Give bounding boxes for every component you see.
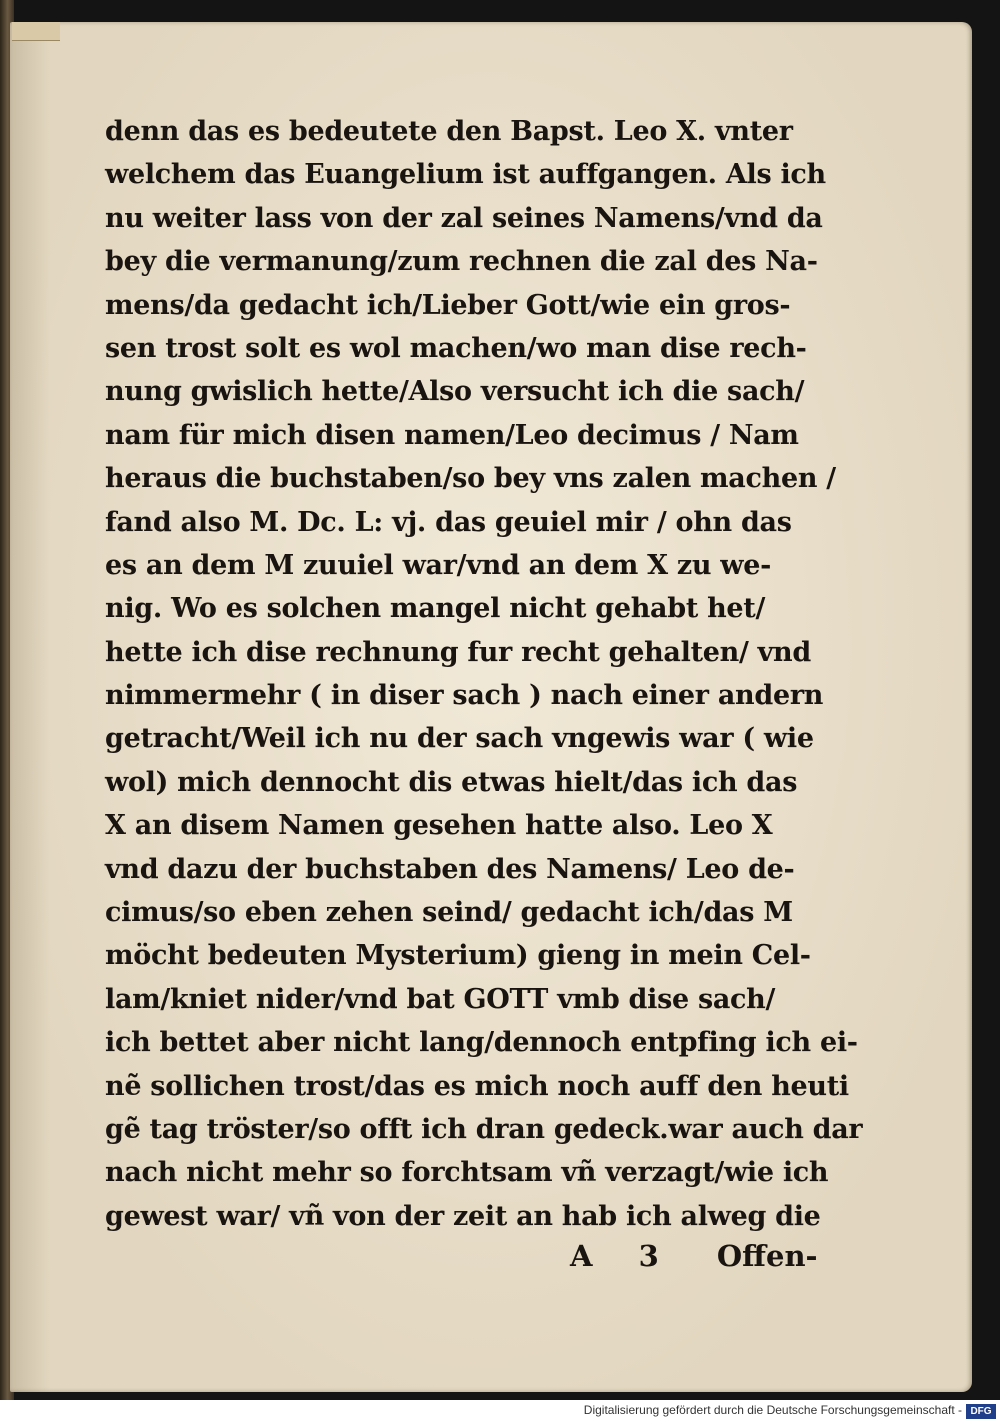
text-line: nimmermehr ( in diser sach ) nach einer andern <box>105 680 824 712</box>
text-line: lam/kniet nider/vnd bat GOTT vmb dise sach/ <box>105 983 776 1015</box>
page-text-block <box>105 110 875 1238</box>
funding-credit: Digitalisierung gefördert durch die Deutsche Forschungsgemeinschaft - <box>583 1403 962 1417</box>
text-line: nu weiter lass von der zal seines Namens/vnd da <box>105 202 823 234</box>
text-line: sen trost solt es wol machen/wo man dise rech- <box>105 332 807 364</box>
text-line: es an dem M zuuiel war/vnd an dem X zu we- <box>105 549 772 581</box>
footer <box>0 1400 1000 1425</box>
text-line: nig. Wo es solchen mangel nicht gehabt het/ <box>105 593 766 625</box>
catchword: Offen- <box>716 1239 818 1273</box>
text-line: gẽ tag tröster/so offt ich dran gedeck.war auch dar <box>105 1113 863 1145</box>
text-line: nach nicht mehr so forchtsam vñ verzagt/wie ich <box>105 1157 829 1189</box>
text-line: heraus die buchstaben/so bey vns zalen machen / <box>105 463 836 495</box>
signature-mark: A <box>570 1239 593 1273</box>
text-line: vnd dazu der buchstaben des Namens/ Leo de- <box>105 853 795 885</box>
text-line: fand also M. Dc. L: vj. das geuiel mir / ohn das <box>105 506 792 538</box>
text-line: nung gwislich hette/Also versucht ich die sach/ <box>105 376 805 408</box>
text-line: mens/da gedacht ich/Lieber Gott/wie ein gros- <box>105 289 791 321</box>
text-line: nam für mich disen namen/Leo decimus / Nam <box>105 419 799 451</box>
book-page <box>10 22 972 1392</box>
text-line: hette ich dise rechnung fur recht gehalten/ vnd <box>105 636 811 668</box>
signature-number: 3 <box>638 1239 659 1273</box>
text-line: getracht/Weil ich nu der sach vngewis war ( wie <box>105 723 814 755</box>
text-line: cimus/so eben zehen seind/ gedacht ich/das M <box>105 897 793 929</box>
text-line: nẽ sollichen trost/das es mich noch auff den heuti <box>105 1070 849 1102</box>
text-line: möcht bedeuten Mysterium) gieng in mein Cel- <box>105 940 811 972</box>
signature-line <box>570 1234 870 1278</box>
page-tab <box>12 22 60 41</box>
text-line: ich bettet aber nicht lang/dennoch entpfing ich ei- <box>105 1027 858 1059</box>
dfg-logo: DFG <box>966 1404 996 1419</box>
text-line: denn das es bedeutete den Bapst. Leo X. vnter <box>105 116 793 147</box>
text-line: gewest war/ vñ von der zeit an hab ich alweg die <box>105 1200 821 1232</box>
text-line: bey die vermanung/zum rechnen die zal des Na- <box>105 246 818 278</box>
text-line: X an disem Namen gesehen hatte also. Leo X <box>105 810 773 842</box>
text-line: wol) mich dennocht dis etwas hielt/das ich das <box>105 766 798 798</box>
text-line: welchem das Euangelium ist auffgangen. Als ich <box>105 159 826 191</box>
